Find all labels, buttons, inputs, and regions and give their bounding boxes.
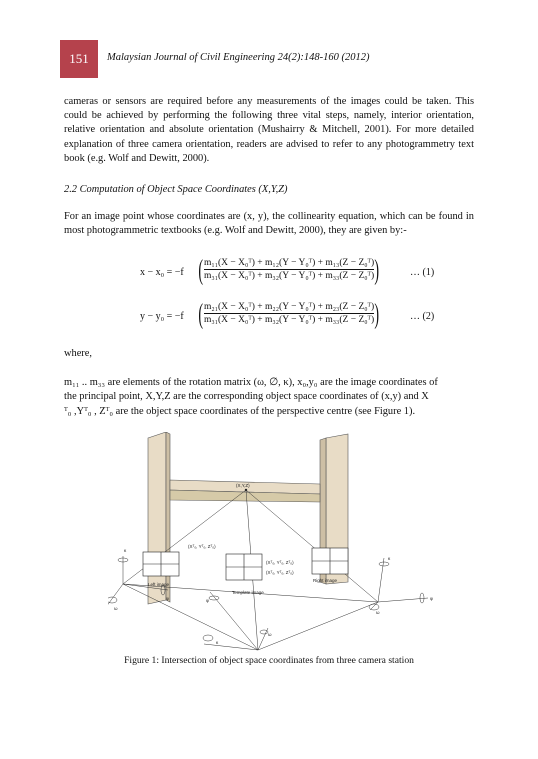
paragraph-definitions-line1: m₁₁ .. m₃₃ are elements of the rotation matrix (ω, ∅, κ), x₀,y₀ are the image coordinates of [64, 377, 438, 388]
page-number: 151 [69, 51, 89, 66]
section-heading: 2.2 Computation of Object Space Coordinates (X,Y,Z) [64, 184, 288, 195]
right-phi-label: φ [430, 596, 433, 601]
paragraph-collinearity: For an image point whose coordinates are (x, y), the collinearity equation, which can be found in most photogrammetric textbooks (e.g. Wolf and Dewitt, 2000), they are given by:- [64, 211, 474, 237]
template-kappa-label: κ [216, 640, 219, 645]
left-phi-label: φ [166, 596, 169, 601]
left-omega-label: ω [114, 606, 118, 611]
where-label: where, [64, 348, 92, 359]
equation-1-denominator: m₃₁(X − X₀ᵀ) + m₃₂(Y − Y₀ᵀ) + m₃₃(Z − Z₀ᵀ) [204, 271, 375, 281]
template-camera-axes [203, 592, 268, 650]
template-pc-label: (Xᵀₒ, Yᵀₒ, Zᵀₒ) [266, 560, 294, 565]
equation-2-number: … (2) [410, 311, 435, 322]
equation-1-lhs: x − x₀ = −f [140, 267, 184, 278]
template-omega-label: ω [268, 632, 272, 637]
right-pc-label: (Xᵀₒ, Yᵀₒ, Zᵀₒ) [266, 570, 294, 575]
equation-1-number: … (1) [410, 267, 435, 278]
paragraph-definitions-line3: ᵀ₀ ,Yᵀ₀ , Zᵀ₀ are the object space coordinates of the perspective centre (see Figure 1). [64, 406, 416, 417]
right-image-plane [312, 548, 348, 574]
right-kappa-label: κ [388, 556, 391, 561]
template-image-plane [226, 554, 262, 580]
equation-2-fraction [204, 302, 374, 325]
page-number-badge [60, 40, 98, 78]
object-point-label: (X,Y,Z) [236, 483, 250, 488]
template-phi-label: φ [206, 598, 209, 603]
left-pc-label: (Xᵀₒ, Yᵀₒ, Zᵀₒ) [188, 544, 216, 549]
equation-2-lhs: y − y₀ = −f [140, 311, 184, 322]
equation-1-numerator: m₁₁(X − X₀ᵀ) + m₁₂(Y − Y₀ᵀ) + m₁₃(Z − Z₀ᵀ) [204, 258, 375, 268]
template-image-label: Template image [232, 590, 264, 595]
right-omega-label: ω [376, 610, 380, 615]
equation-1: x − x₀ = −f ( m₁₁(X − X₀ᵀ) + m₁₂(Y − Y₀ᵀ) + m₁₃(Z − Z₀ᵀ) m₃₁(X − X₀ᵀ) + m₃₂(Y − Y₀ᵀ) + m₃₃(Z − Z₀ᵀ) ) … (1) [140, 255, 435, 286]
right-camera-axes [369, 558, 428, 610]
paragraph-definitions-line2: the principal point, X,Y,Z are the corresponding object space coordinates of (x,y) and X [64, 391, 429, 402]
left-kappa-label: κ [124, 548, 127, 553]
left-image-label: Left image [148, 582, 170, 587]
figure-caption: Figure 1: Intersection of object space coordinates from three camera station [124, 655, 414, 666]
figure-camera-intersection [108, 432, 448, 652]
equation-1-fraction [204, 258, 374, 281]
journal-running-head: Malaysian Journal of Civil Engineering 24(2):148-160 (2012) [107, 52, 370, 63]
equation-2-numerator: m₂₁(X − X₀ᵀ) + m₂₂(Y − Y₀ᵀ) + m₂₃(Z − Z₀ᵀ) [204, 302, 375, 312]
equation-2-denominator: m₃₁(X − X₀ᵀ) + m₃₂(Y − Y₀ᵀ) + m₃₃(Z − Z₀ᵀ) [204, 315, 375, 325]
right-image-label: Right image [313, 578, 338, 583]
equation-2: y − y₀ = −f ( m₂₁(X − X₀ᵀ) + m₂₂(Y − Y₀ᵀ) + m₂₃(Z − Z₀ᵀ) m₃₁(X − X₀ᵀ) + m₃₂(Y − Y₀ᵀ) + m₃₃(Z − Z₀ᵀ) ) … (2) [140, 299, 435, 330]
paragraph-orientation: cameras or sensors are required before any measurements of the images could be taken. This could be achieved by performing the following three vital steps, namely, interior orientation, relative orientation and absolute orientation (Mushairry & Mitchell, 2001). For more detailed explanation of three camera orientation, readers are advised to refer to any photogrammetry text book (e.g. Wolf and Dewitt, 2000). [64, 96, 474, 164]
left-image-plane [143, 552, 179, 576]
left-pillar [148, 432, 170, 604]
